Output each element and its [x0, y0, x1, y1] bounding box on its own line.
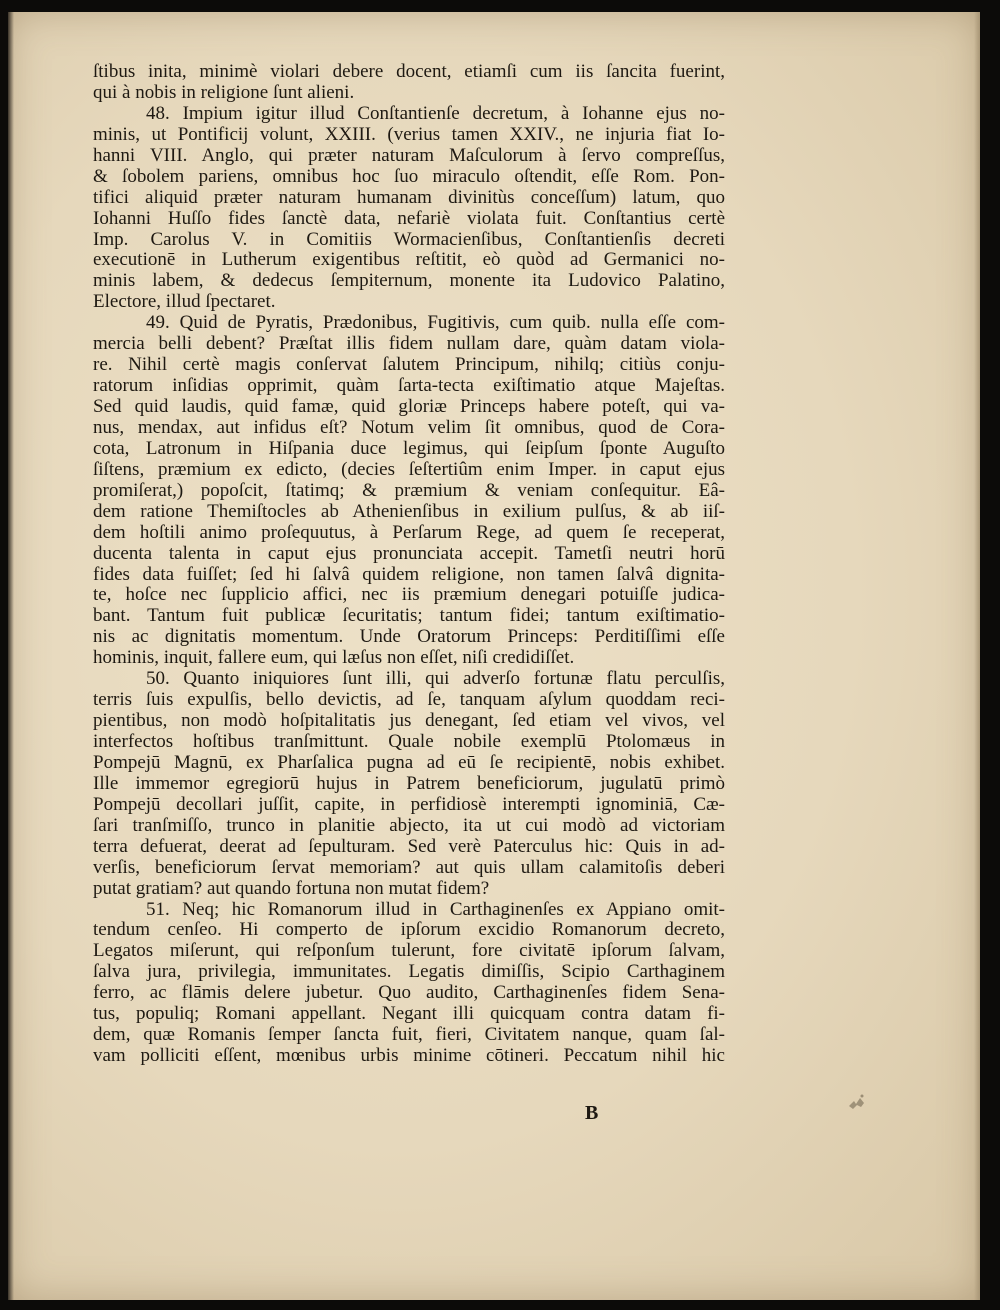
text-line: tendum cenſeo. Hi comperto de ipſorum excidio Romanorum decreto, [93, 920, 725, 941]
text-line: fides data fuiſſet; ſed hi ſalvâ quidem religione, non tamen ſalvâ dignita- [93, 564, 725, 585]
text-line: cota, Latronum in Hiſpania duce legimus, qui ſeipſum ſponte Auguſto [93, 438, 725, 459]
text-line: ratorum inſidias opprimit, quàm ſarta-tecta exiſtimatio atque Majeſtas. [93, 376, 725, 397]
text-line: bant. Tantum fuit publicæ ſecuritatis; tantum fidei; tantum exiſtimatio- [93, 606, 725, 627]
text-line: 50. Quanto iniquiores ſunt illi, qui adverſo fortunæ flatu perculſis, [146, 669, 725, 690]
text-line: Legatos miſerunt, qui reſponſum tulerunt, fore civitatē ipſorum ſalvam, [93, 941, 725, 962]
text-line: dem, quæ Romanis ſemper ſancta fuit, fieri, Civitatem nanque, quam ſal- [93, 1025, 725, 1046]
page-edge [974, 12, 980, 1300]
text-line: nus, mendax, aut infidus eſt? Notum velim ſit omnibus, quod de Cora- [93, 417, 725, 438]
text-line: & ſobolem pariens, omnibus hoc ſuo miraculo oſtendit, eſſe Rom. Pon- [93, 166, 725, 187]
text-line: vam polliciti eſſent, mœnibus urbis minime cōtineri. Peccatum nihil hic [93, 1046, 725, 1067]
text-line: putat gratiam? aut quando fortuna non mutat fidem? [93, 878, 490, 899]
text-line: ſtibus inita, minimè violari debere docent, etiamſi cum iis ſancita fuerint, [93, 62, 725, 82]
text-line: Pompejū Magnū, ex Pharſalica pugna ad eū ſe recipientē, nobis exhibet. [93, 752, 725, 773]
text-line: hanni VIII. Anglo, qui præter naturam Maſculorum à ſervo compreſſus, [93, 145, 725, 166]
text-line: executionē in Lutherum exigentibus reſtitit, eò quòd ad Germanici no- [93, 250, 725, 271]
ink-blemish [846, 1092, 868, 1112]
text-line: Ille immemor egregiorū hujus in Patrem beneficiorum, jugulatū primò [93, 773, 725, 794]
text-line: Iohanni Huſſo fides ſanctè data, nefariè violata fuit. Conſtantius certè [93, 208, 725, 229]
text-line: 49. Quid de Pyratis, Prædonibus, Fugitivis, cum quib. nulla eſſe com- [146, 313, 725, 334]
text-line: Pompejū decollari juſſit, capite, in perfidiosè interempti ignominiā, Cæ- [93, 794, 725, 815]
text-line: nis ac dignitatis momentum. Unde Oratorum Princeps: Perditiſſimi eſſe [93, 627, 725, 648]
text-line: minis labem, & dedecus ſempiternum, monente ita Ludovico Palatino, [93, 271, 725, 292]
text-line: tus, populiq; Romani appellant. Negant illi quicquam contra datam fi- [93, 1004, 725, 1025]
page-gutter-shadow [8, 12, 14, 1300]
text-line: promiſerat,) popoſcit, ſtatimq; & præmium & veniam conſequitur. Eâ- [93, 480, 725, 501]
text-line: ferro, ac flāmis delere jubetur. Quo audito, Carthaginenſes fidem Sena- [93, 983, 725, 1004]
signature-mark: B [585, 1102, 599, 1124]
text-line: te, hoſce nec ſupplicio affici, nec iis præmium denegari potuiſſe judica- [93, 585, 725, 606]
text-line: ſiſtens, præmium ex edicto, (decies ſeſtertiûm enim Imper. in caput ejus [93, 459, 725, 480]
text-line: qui à nobis in religione ſunt alieni. [93, 82, 355, 103]
text-line: ducenta talenta in caput ejus pronunciata accepit. Tametſi neutri horū [93, 543, 725, 564]
text-line: tifici aliquid præter naturam humanam divinitùs conceſſum) latum, quo [93, 187, 725, 208]
text-line: 51. Neq; hic Romanorum illud in Carthaginenſes ex Appiano omit- [146, 899, 725, 920]
text-line: Sed quid laudis, quid famæ, quid gloriæ Princeps habere poteſt, qui va- [93, 397, 725, 417]
text-line: interfectos hoſtibus tranſmittunt. Quale nobile exemplū Ptolomæus in [93, 732, 725, 752]
text-line: dem ratione Themiſtocles ab Athenienſibus in exilium pulſus, & ab iiſ- [93, 501, 725, 522]
text-line: Electore, illud ſpectaret. [93, 292, 276, 313]
text-line: 48. Impium igitur illud Conſtantienſe decretum, à Iohanne ejus no- [146, 103, 725, 124]
text-line: ſalva jura, privilegia, immunitates. Legatis dimiſſis, Scipio Carthaginem [93, 962, 725, 983]
text-line: re. Nihil certè magis conſervat ſalutem Principum, nihilq; citiùs conju- [93, 355, 725, 376]
text-line: mercia belli debent? Præſtat illis fidem nullam dare, quàm datam viola- [93, 334, 725, 355]
text-line: verſis, beneficiorum ſervat memoriam? aut quis ullam calamitoſis deberi [93, 857, 725, 878]
text-line: dem hoſtili animo proſequutus, à Perſarum Rege, ad quem ſe receperat, [93, 522, 725, 543]
text-line: ſari tranſmiſſo, trunco in planitie abjecto, ita ut cui modò ad victoriam [93, 815, 725, 836]
page-text-block [93, 62, 725, 1067]
text-line: minis, ut Pontificij volunt, XXIII. (verius tamen XXIV., ne injuria fiat Io- [93, 124, 725, 145]
text-line: Imp. Carolus V. in Comitiis Wormacienſibus, Conſtantienſis decreti [93, 229, 725, 250]
text-line: hominis, inquit, fallere eum, qui læſus non eſſet, niſi credidiſſet. [93, 648, 575, 669]
text-line: terra defuerat, deerat ad ſepulturam. Sed verè Paterculus hic: Quis in ad- [93, 836, 725, 857]
text-line: pientibus, non modò hoſpitalitatis jus denegant, ſed etiam vel vivos, vel [93, 711, 725, 732]
text-line: terris ſuis expulſis, bello devictis, ad ſe, tanquam aſylum quoddam reci- [93, 690, 725, 711]
